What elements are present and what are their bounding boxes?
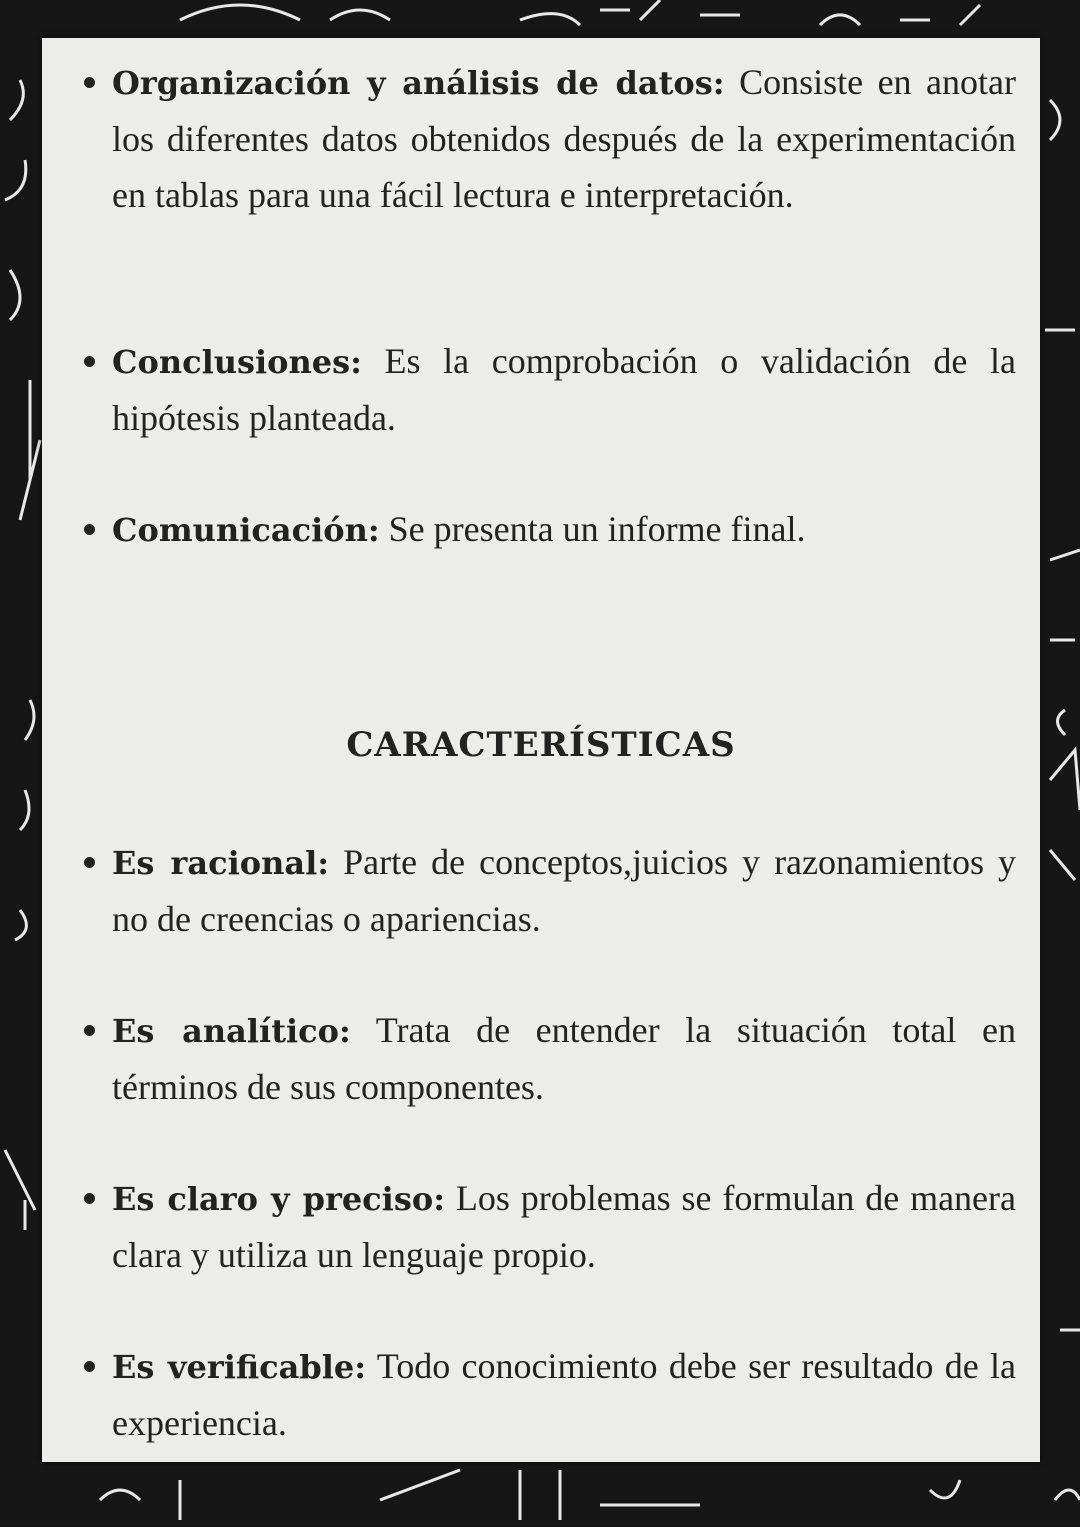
list-item-comunicacion — [112, 501, 1016, 558]
item-text: Todo conocimiento debe ser resultado de la experiencia. — [112, 1346, 1017, 1443]
item-term: Es analítico: — [112, 1012, 351, 1050]
list-item-racional — [112, 834, 1016, 947]
list-item-organizacion — [112, 54, 1016, 223]
item-text: Parte de conceptos,juicios y razonamientos y no de creencias o apariencias. — [112, 842, 1016, 939]
item-term: Es claro y preciso: — [112, 1180, 445, 1218]
list-item-conclusiones — [112, 333, 1016, 446]
list-item-analitico — [112, 1002, 1016, 1115]
item-term: Comunicación: — [112, 511, 380, 549]
item-term: Organización y análisis de datos: — [112, 64, 725, 102]
item-term: Es racional: — [112, 844, 330, 882]
list-item-claro-preciso — [112, 1170, 1016, 1283]
list-item-verificable — [112, 1338, 1016, 1451]
item-text: Consiste en anotar los diferentes datos obtenidos después de la experimentación en tablas para una fácil lectura e interpretación. — [112, 62, 1016, 215]
item-term: Conclusiones: — [112, 343, 362, 381]
item-term: Es verificable: — [112, 1348, 367, 1386]
item-text: Los problemas se formulan de manera clara y utiliza un lenguaje propio. — [112, 1178, 1016, 1275]
item-text: Se presenta un informe final. — [379, 509, 806, 549]
item-text: Trata de entender la situación total en términos de sus componentes. — [112, 1010, 1016, 1107]
item-text: Es la comprobación o validación de la hipótesis planteada. — [112, 341, 1016, 438]
section-heading: CARACTERÍSTICAS — [346, 725, 736, 765]
